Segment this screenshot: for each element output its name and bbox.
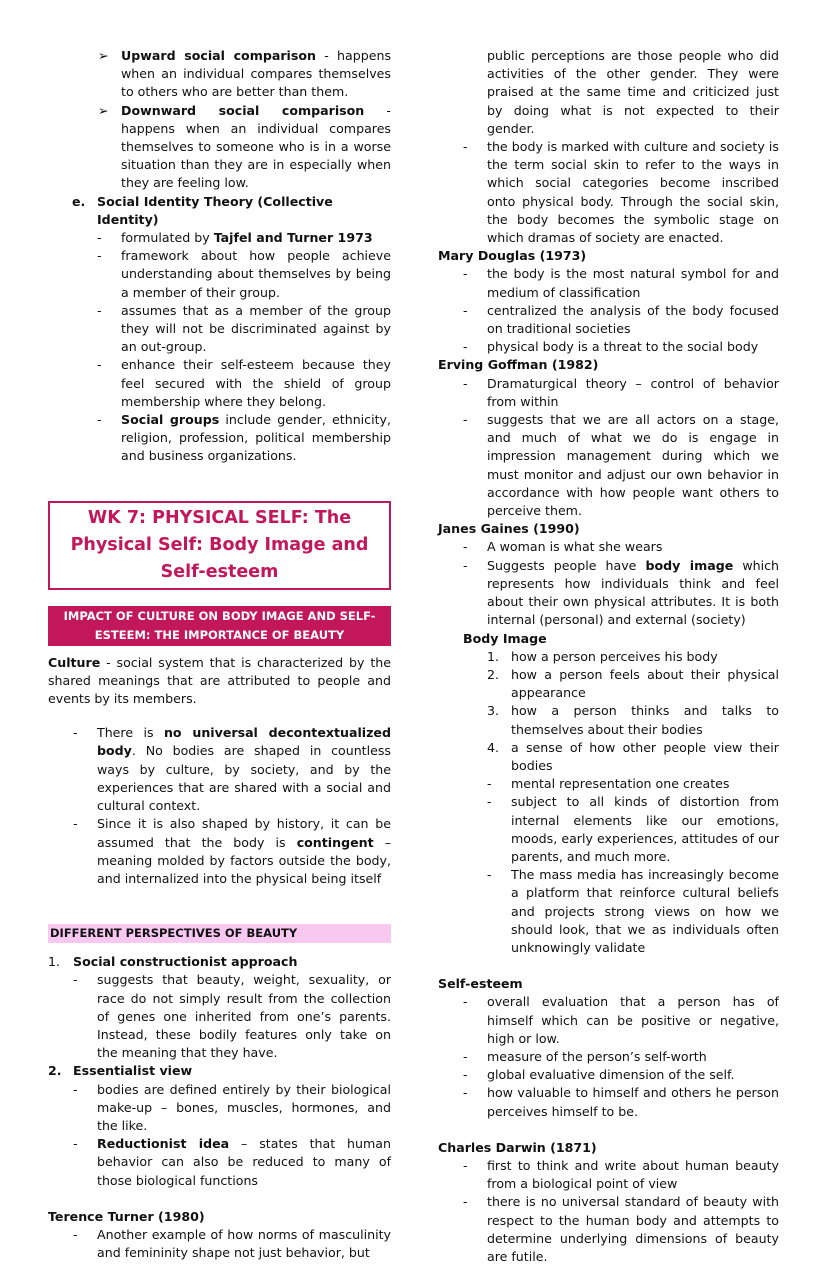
sit-bullet-2 xyxy=(48,247,391,302)
body-image-item-3 xyxy=(438,702,779,738)
upward-comparison-item xyxy=(48,47,391,102)
dash-bullet-icon: - xyxy=(487,867,492,883)
bi-d3: The mass media has increasingly become a platform that reinforce cultural beliefs and projects strong views on how we should look, that we as individuals often unknowingly validate xyxy=(511,867,779,955)
dash-bullet-icon: - xyxy=(97,412,102,428)
culture-bullet-1 xyxy=(48,724,391,815)
dash-bullet-icon: - xyxy=(97,230,102,246)
turner-continuation: public perceptions are those people who did activities of the other gender. They were praised at the same time and criticized just by doing what is not expected to their gender. xyxy=(487,48,779,136)
body-image-item-2 xyxy=(438,666,779,702)
dash-bullet-icon: - xyxy=(463,994,468,1010)
dash-bullet-icon: - xyxy=(463,539,468,555)
gaines-b2-bold: body image xyxy=(645,557,734,573)
dash-bullet-icon: - xyxy=(463,557,468,573)
self-esteem-bullet-1 xyxy=(438,993,779,1048)
sit-b3-text: assumes that as a member of the group they will not be discriminated against by an out-group. xyxy=(121,302,391,355)
p1-num: 1. xyxy=(48,954,61,970)
right-column xyxy=(438,47,779,1266)
darwin-bullet-1 xyxy=(438,1157,779,1193)
body-image-dash-1 xyxy=(438,775,779,793)
p1-b1: suggests that beauty, weight, sexuality, or race do not simply result from the collection of genes one inherited from one’s parents. Instead, these bodily features only take on the meaning that they have. xyxy=(97,972,391,1061)
gaines-bullet-1 xyxy=(438,538,779,556)
bi-text: how a person thinks and talks to themselves about their bodies xyxy=(511,703,779,737)
dash-bullet-icon: - xyxy=(73,972,78,988)
body-image-dash-3 xyxy=(438,866,779,957)
perspective-2-heading xyxy=(48,1062,391,1080)
body-image-heading: Body Image xyxy=(463,630,547,646)
perspective-1-heading xyxy=(48,953,391,971)
dash-bullet-icon: - xyxy=(463,302,468,318)
sit-b5-bold: Social groups xyxy=(121,412,220,428)
dash-bullet-icon: - xyxy=(463,1048,468,1064)
bi-num: 1. xyxy=(487,648,500,664)
sit-marker: e. xyxy=(72,193,86,209)
dash-bullet-icon: - xyxy=(97,302,102,318)
dash-bullet-icon: - xyxy=(463,375,468,391)
downward-comparison-item xyxy=(48,102,391,193)
dash-bullet-icon: - xyxy=(463,339,468,355)
gaines-b1: A woman is what she wears xyxy=(487,539,663,555)
dash-bullet-icon: - xyxy=(73,725,78,741)
upward-term: Upward social comparison xyxy=(121,48,316,63)
sit-b2-text: framework about how people achieve understanding about themselves by being a member of their group. xyxy=(121,248,391,300)
social-skin-text: the body is marked with culture and society is the term social skin to refer to the ways in which social categories become inscribed onto physical body. Through the social skin, the body becomes the symbolic stage on which dramas of society are enacted. xyxy=(487,139,779,246)
p2-b2: – states that human behavior can also be reduced to many of those biological functions xyxy=(97,1136,391,1188)
dash-bullet-icon: - xyxy=(73,1081,78,1097)
body-image-dash-2 xyxy=(438,793,779,866)
dash-bullet-icon: - xyxy=(463,1157,468,1173)
perspective-1-bullet xyxy=(48,971,391,1062)
gaines-b2-pre: Suggests people have xyxy=(487,557,646,573)
darwin-b1: first to think and write about human beauty from a biological point of view xyxy=(487,1157,779,1192)
dash-bullet-icon: - xyxy=(97,248,102,264)
goffman-b1: Dramaturgical theory – control of behavior from within xyxy=(487,375,779,409)
bi-num: 3. xyxy=(487,703,500,719)
dash-bullet-icon: - xyxy=(463,266,468,282)
sit-bullet-5 xyxy=(48,411,391,466)
sit-b4-text: enhance their self-esteem because they feel secured with the shield of group membership where they belong. xyxy=(121,357,391,409)
week-title-box: WK 7: PHYSICAL SELF: The Physical Self: Body Image and Self-esteem xyxy=(48,501,391,590)
douglas-bullet-1 xyxy=(438,265,779,301)
left-column xyxy=(48,47,391,1262)
p2-b2-bold: Reductionist idea xyxy=(97,1136,230,1152)
arrow-bullet-icon: ➢ xyxy=(98,102,109,118)
sit-title: Social Identity Theory (Collective Identity) xyxy=(97,193,333,227)
sit-bullet-1 xyxy=(48,229,391,247)
dash-bullet-icon: - xyxy=(463,412,468,428)
douglas-bullet-2 xyxy=(438,302,779,338)
douglas-b1: the body is the most natural symbol for and medium of classification xyxy=(487,266,779,300)
sit-b5-text: include gender, ethnicity, religion, profession, political membership and business organizations. xyxy=(121,412,391,464)
body-image-item-4 xyxy=(438,739,779,775)
impact-heading: IMPACT OF CULTURE ON BODY IMAGE AND SELF-ESTEEM: THE IMPORTANCE OF BEAUTY xyxy=(48,606,391,646)
douglas-b3: physical body is a threat to the social body xyxy=(487,339,759,355)
bi-text: how a person feels about their physical appearance xyxy=(511,666,779,701)
darwin-heading: Charles Darwin (1871) xyxy=(438,1139,597,1155)
gaines-heading: Janes Gaines (1990) xyxy=(438,521,580,537)
dash-bullet-icon: - xyxy=(463,1067,468,1083)
sit-heading xyxy=(48,193,391,229)
downward-text: - happens when an individual compares themselves to someone who is in a worse situation than they are in especially when they are feeling low. xyxy=(121,102,391,191)
downward-term: Downward social comparison xyxy=(121,102,365,118)
social-skin-bullet xyxy=(438,138,779,247)
sit-bullet-3 xyxy=(48,302,391,357)
se-b1: overall evaluation that a person has of himself which can be positive or negative, high or low. xyxy=(487,994,779,1046)
self-esteem-heading: Self-esteem xyxy=(438,976,523,992)
bi-text: how a person perceives his body xyxy=(511,648,718,664)
self-esteem-bullet-2 xyxy=(438,1048,779,1066)
c1-bold: no universal decontextualized body xyxy=(97,725,391,759)
goffman-bullet-1 xyxy=(438,375,779,411)
self-esteem-bullet-3 xyxy=(438,1066,779,1084)
perspective-2-bullet-1 xyxy=(48,1081,391,1136)
p1-title: Social constructionist approach xyxy=(73,954,298,970)
dash-bullet-icon: - xyxy=(73,1136,78,1152)
sit-bullet-4 xyxy=(48,356,391,411)
p2-title: Essentialist view xyxy=(73,1063,193,1079)
se-b2: measure of the person’s self-worth xyxy=(487,1048,707,1064)
douglas-bullet-3 xyxy=(438,338,779,356)
bi-d2: subject to all kinds of distortion from internal elements like our emotions, moods, early experiences, attitudes of our parents, and much more. xyxy=(511,794,779,864)
bi-num: 2. xyxy=(487,666,500,682)
bi-text: a sense of how other people view their bodies xyxy=(511,739,779,773)
douglas-b2: centralized the analysis of the body focused on traditional societies xyxy=(487,302,779,337)
c2-pre: Since it is also shaped by history, it can be assumed that the body is xyxy=(97,816,391,850)
bi-num: 4. xyxy=(487,739,500,755)
culture-definition xyxy=(48,654,391,709)
dash-bullet-icon: - xyxy=(73,816,78,832)
bi-d1: mental representation one creates xyxy=(511,776,730,792)
goffman-bullet-2 xyxy=(438,411,779,520)
turner-bullet xyxy=(48,1226,391,1262)
se-b3: global evaluative dimension of the self. xyxy=(487,1067,735,1083)
p2-b1: bodies are defined entirely by their biological make-up – bones, muscles, hormones, and the like. xyxy=(97,1081,391,1133)
c1-pre: There is xyxy=(97,725,164,741)
goffman-heading: Erving Goffman (1982) xyxy=(438,357,599,373)
dash-bullet-icon: - xyxy=(487,776,492,792)
darwin-b2: there is no universal standard of beauty with respect to the human body and attempts to determine underlying dimensions of beauty are futile. xyxy=(487,1194,779,1264)
darwin-bullet-2 xyxy=(438,1193,779,1266)
p2-num: 2. xyxy=(48,1063,62,1079)
dash-bullet-icon: - xyxy=(73,1226,78,1242)
dash-bullet-icon: - xyxy=(97,357,102,373)
culture-term: Culture xyxy=(48,654,101,670)
dash-bullet-icon: - xyxy=(463,1194,468,1210)
c1-post: . No bodies are shaped in countless ways by culture, by society, and by the experiences that are shared with a social and cultural context. xyxy=(97,743,391,814)
body-image-item-1 xyxy=(438,648,779,666)
arrow-bullet-icon: ➢ xyxy=(98,48,109,63)
douglas-heading: Mary Douglas (1973) xyxy=(438,248,587,264)
sit-b1-text: formulated by xyxy=(121,230,214,246)
turner-b1: Another example of how norms of masculinity and femininity shape not just behavior, but xyxy=(97,1226,391,1261)
gaines-bullet-2 xyxy=(438,557,779,630)
culture-bullet-2 xyxy=(48,815,391,888)
perspective-2-bullet-2 xyxy=(48,1135,391,1190)
sit-b1-bold: Tajfel and Turner 1973 xyxy=(213,230,373,246)
gaines-b2-post: which represents how individuals think and feel about their own physical attributes. It is both internal (personal) and external (society) xyxy=(487,557,779,628)
culture-def: - social system that is characterized by the shared meanings that are attributed to people and events by its members. xyxy=(48,654,391,707)
turner-heading: Terence Turner (1980) xyxy=(48,1208,205,1224)
perspectives-heading: DIFFERENT PERSPECTIVES OF BEAUTY xyxy=(48,924,391,943)
goffman-b2: suggests that we are all actors on a stage, and much of what we do is engage in impression management during which we must monitor and adjust our own behavior in accordance with how people want others to perceive them. xyxy=(487,412,779,519)
c2-bold: contingent xyxy=(296,834,374,850)
dash-bullet-icon: - xyxy=(463,1085,468,1101)
dash-bullet-icon: - xyxy=(487,794,492,810)
dash-bullet-icon: - xyxy=(463,139,468,155)
upward-text: - happens when an individual compares themselves to others who are better than them. xyxy=(121,48,392,100)
se-b4: how valuable to himself and others he person perceives himself to be. xyxy=(487,1085,779,1119)
self-esteem-bullet-4 xyxy=(438,1084,779,1120)
c2-post: – meaning molded by factors outside the body, and internalized into the physical being itself xyxy=(97,834,392,886)
